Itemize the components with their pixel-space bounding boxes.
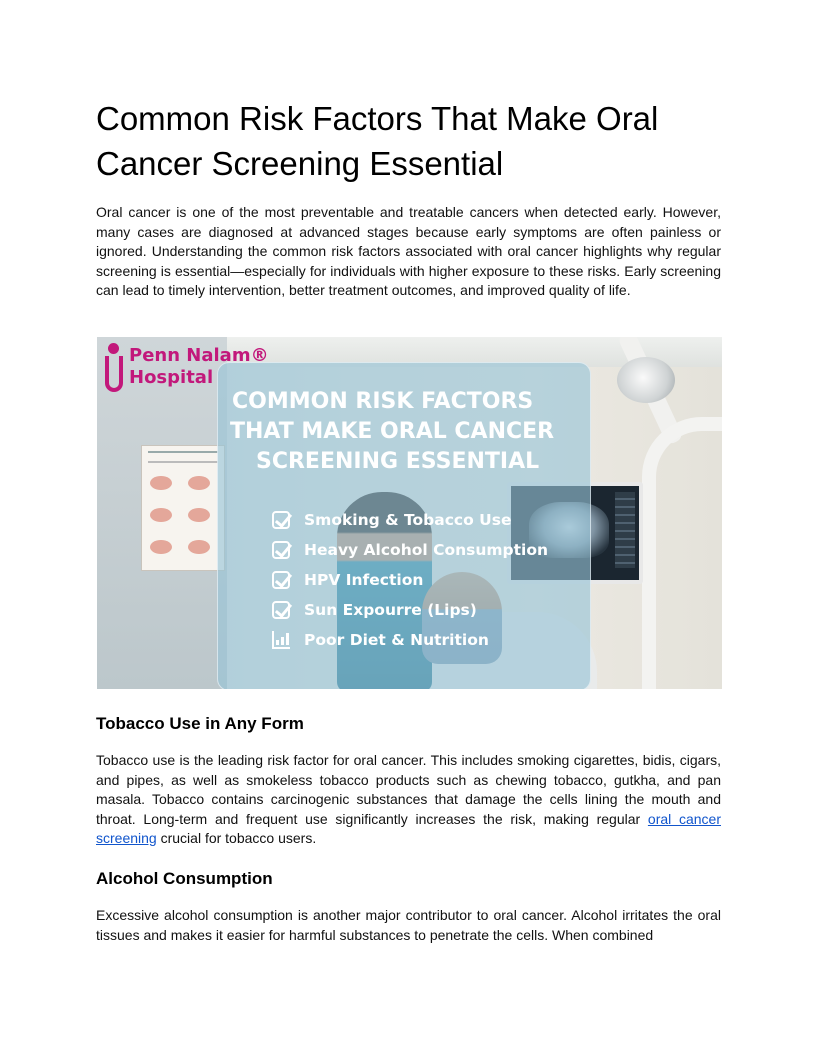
risk-item-label: HPV Infection: [304, 571, 424, 589]
banner-heading-line-3: SCREENING ESSENTIAL: [256, 449, 540, 474]
risk-item: [272, 505, 548, 535]
section-body-tobacco: [96, 751, 721, 849]
banner-image: [97, 337, 722, 689]
risk-item: [272, 625, 548, 655]
logo-person-icon: [103, 341, 125, 395]
banner-heading: [232, 387, 592, 477]
tobacco-body-text: Tobacco use is the leading risk factor for oral cancer. This includes smoking cigarettes, bidis, cigars, and pipes, as well as smokeless tobacco products such as chewing tobacco, gutkha, and pan masala. Tobacco contains carcinogenic substances that damage the cells lining the mouth and throat. Long-term and frequent use significantly increases the risk, making regular: [96, 752, 721, 827]
intro-paragraph: Oral cancer is one of the most preventable and treatable cancers when detected early. However, many cases are diagnosed at advanced stages because early symptoms are often painless or ignored. Understanding the common risk factors associated with oral cancer highlights why regular screening is essential—especially for individuals with higher exposure to these risks. Early screening can lead to timely intervention, better treatment outcomes, and improved quality of life.: [96, 204, 721, 298]
checkbox-icon: [272, 511, 290, 529]
page-title-line-2: Cancer Screening Essential: [96, 145, 504, 182]
dental-poster: [141, 445, 225, 571]
page-title-line-1: Common Risk Factors That Make Oral: [96, 100, 659, 137]
risk-item-label: Poor Diet & Nutrition: [304, 631, 489, 649]
section-body-alcohol: Excessive alcohol consumption is another major contributor to oral cancer. Alcohol irritates the oral tissues and makes it easier for harmful substances to penetrate the cells. When combined: [96, 907, 721, 943]
section-heading-tobacco: Tobacco Use in Any Form: [96, 714, 304, 733]
risk-item-label: Sun Expourre (Lips): [304, 601, 477, 619]
logo-line-2: Hospital: [129, 367, 214, 388]
tobacco-body-text-end: crucial for tobacco users.: [156, 830, 317, 846]
risk-item-label: Smoking & Tobacco Use: [304, 511, 512, 529]
oral-cancer-screening-link[interactable]: oral cancer screening: [96, 810, 721, 846]
banner-heading-line-2: THAT MAKE ORAL CANCER: [230, 419, 555, 444]
bar-chart-icon: [272, 631, 290, 649]
risk-item-label: Heavy Alcohol Consumption: [304, 541, 549, 559]
checkbox-icon: [272, 601, 290, 619]
risk-item: [272, 595, 548, 625]
checkbox-icon: [272, 571, 290, 589]
logo-text: [129, 345, 269, 389]
banner-heading-line-1: COMMON RISK FACTORS: [232, 389, 534, 414]
section-heading-alcohol: Alcohol Consumption: [96, 869, 273, 888]
page-title: [96, 96, 721, 186]
risk-factor-list: [272, 505, 548, 655]
logo-line-1: Penn Nalam®: [129, 345, 269, 366]
risk-item: [272, 535, 548, 565]
checkbox-icon: [272, 541, 290, 559]
risk-item: [272, 565, 548, 595]
dental-lamp: [617, 357, 675, 403]
chair-arm: [642, 417, 722, 689]
